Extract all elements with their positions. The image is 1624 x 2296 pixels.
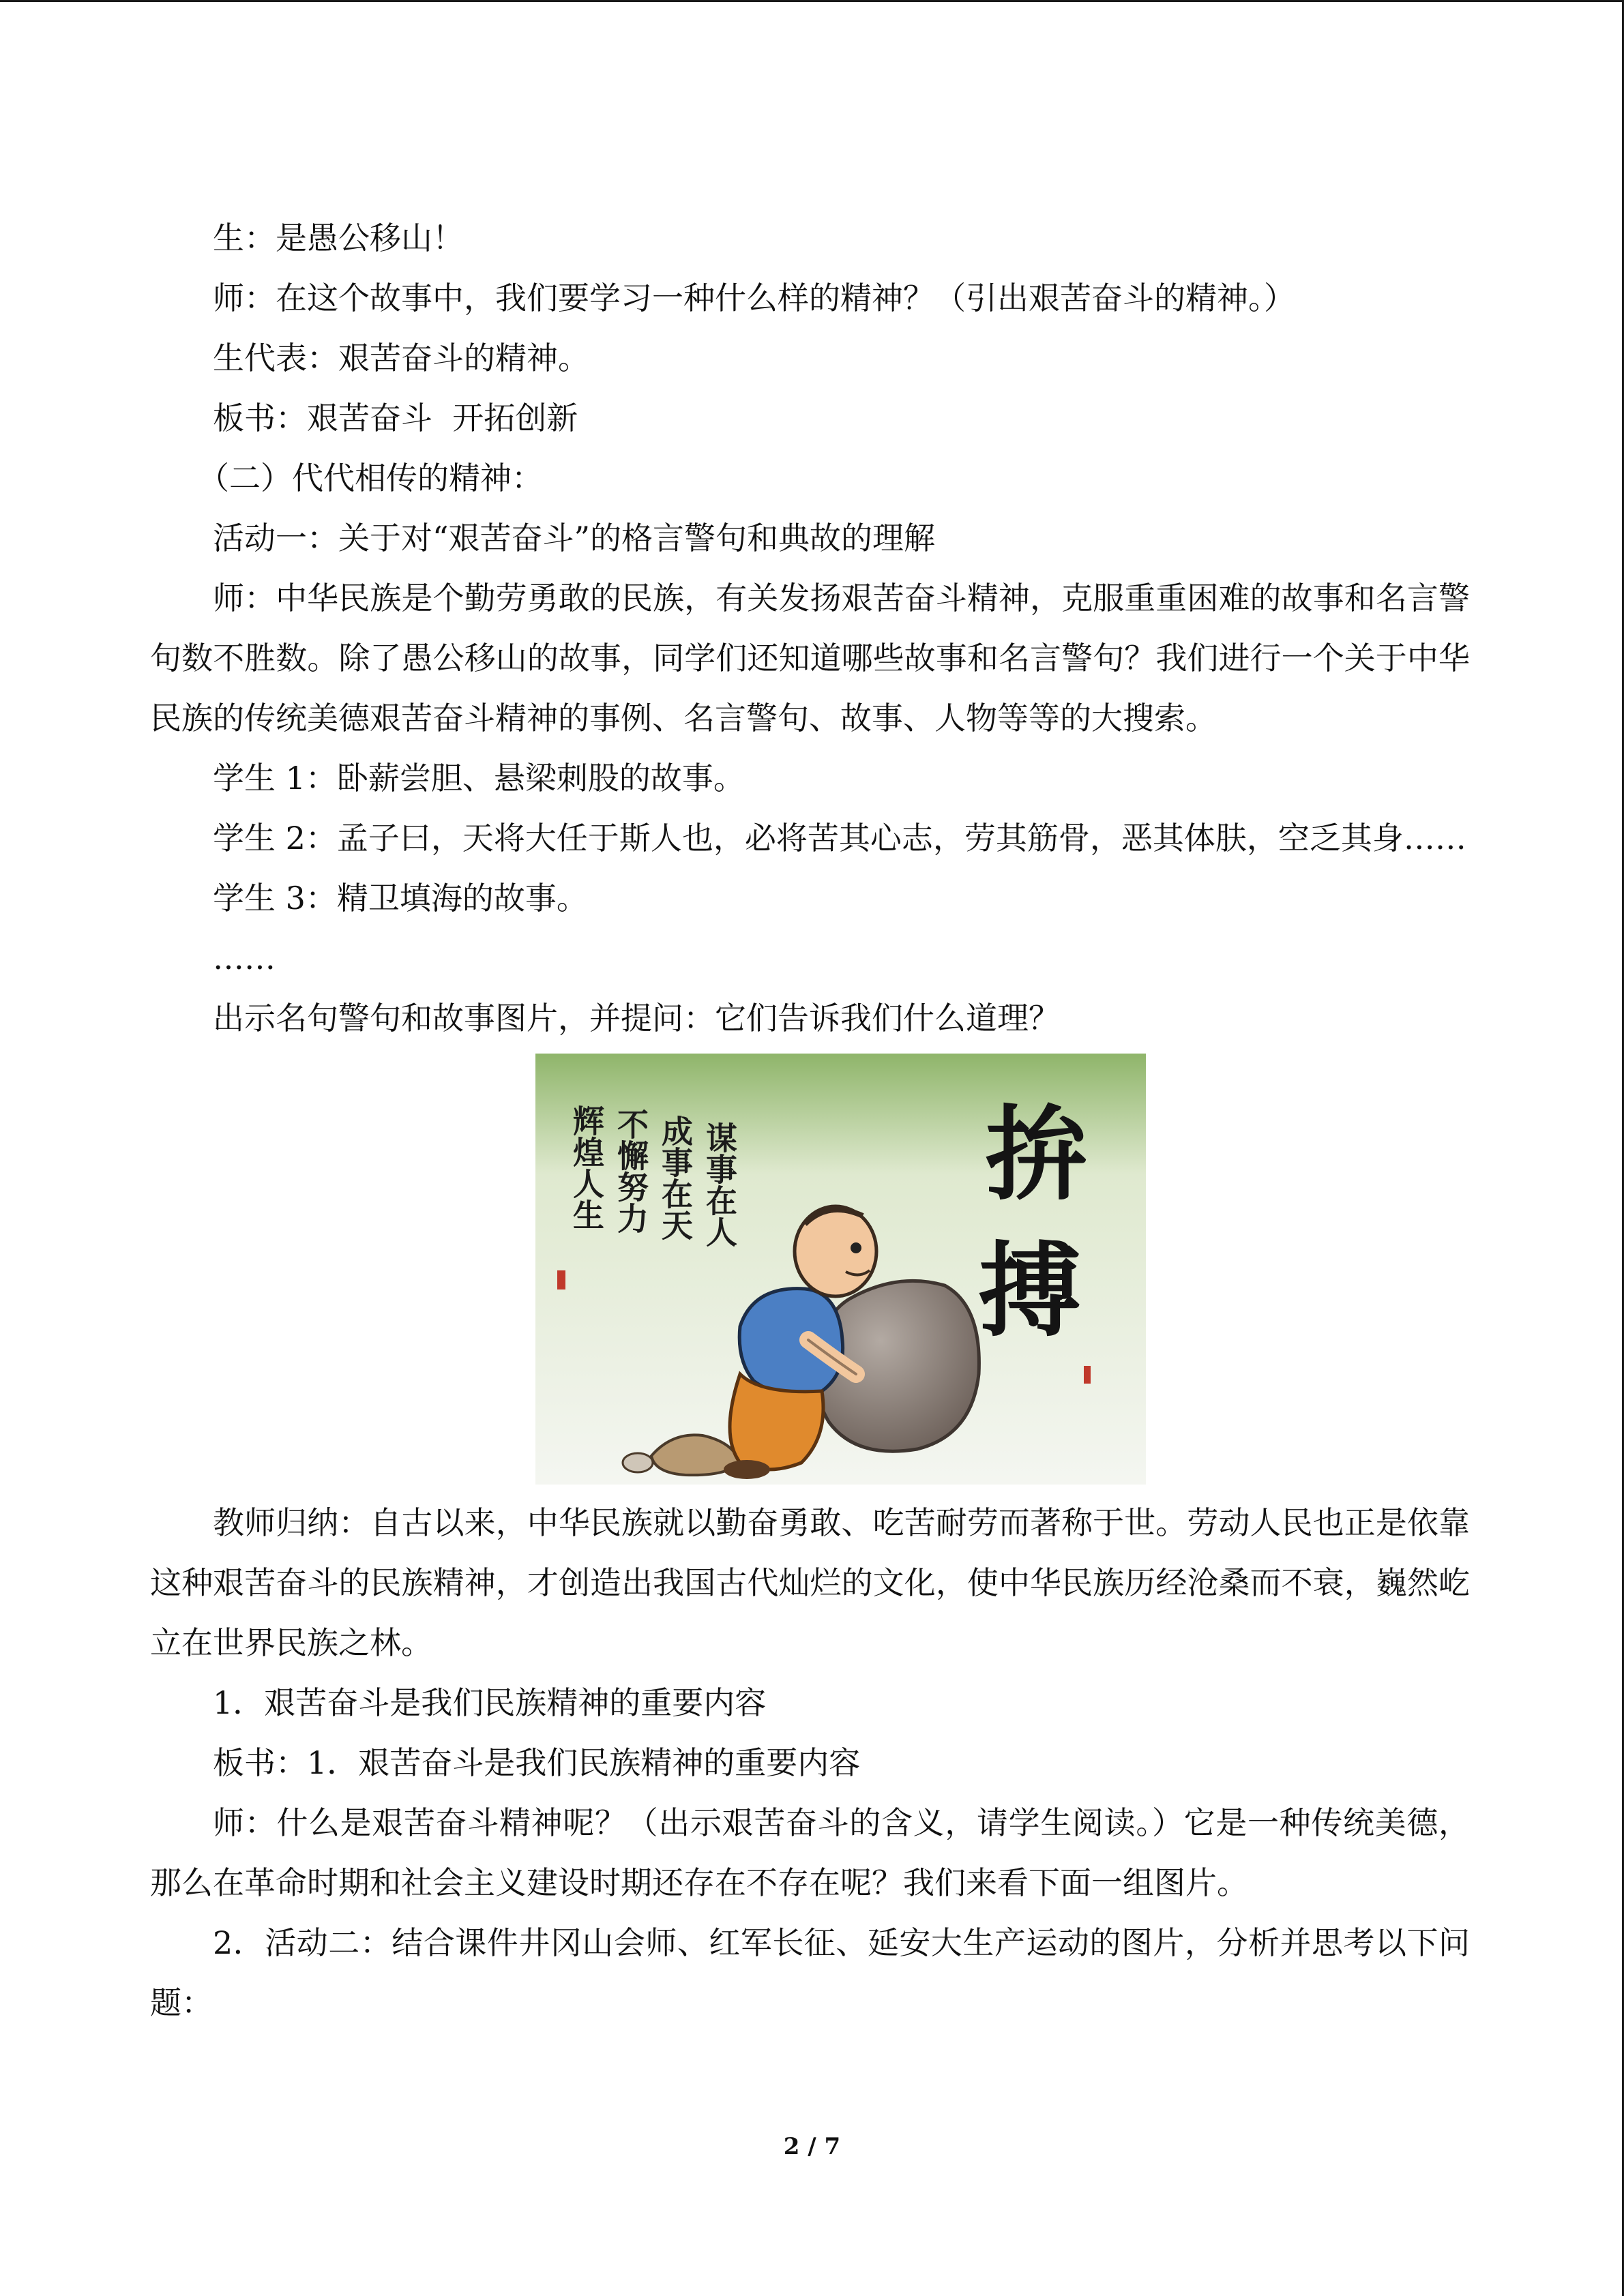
- pebble-shape: [623, 1453, 653, 1472]
- paragraph: 生：是愚公移山！: [213, 220, 464, 256]
- calligraphy-character: 搏: [979, 1231, 1082, 1351]
- paragraph: 师：在这个故事中，我们要学习一种什么样的精神？（引出艰苦奋斗的精神。）: [213, 280, 1295, 316]
- paragraph: 学生 1：卧薪尝胆、悬梁刺股的故事。: [213, 760, 745, 796]
- paragraph: 板书：1．艰苦奋斗是我们民族精神的重要内容: [213, 1744, 861, 1781]
- paragraph: 2．活动二：结合课件井冈山会师、红军长征、延安大生产运动的图片，分析并思考以下问题：: [150, 1924, 1470, 2021]
- page-top-border: [0, 0, 1624, 2]
- paragraph: 教师归纳：自古以来，中华民族就以勤奋勇敢、吃苦耐劳而著称于世。劳动人民也正是依靠这种艰苦奋斗的民族精神，才创造出我国古代灿烂的文化，使中华民族历经沧桑而不衰，巍然屹立在世界民族之林。: [150, 1504, 1470, 1661]
- document-body: [150, 208, 1470, 2033]
- seal-stamp: [557, 1270, 565, 1289]
- paragraph: 板书：艰苦奋斗 开拓创新: [213, 400, 578, 436]
- paragraph: 活动一：关于对“艰苦奋斗”的格言警句和典故的理解: [213, 520, 936, 556]
- ellipsis-line: ……: [213, 940, 276, 976]
- poem-column: 辉煌人生: [568, 1105, 605, 1230]
- paragraph: 师：什么是艰苦奋斗精神呢？（出示艰苦奋斗的含义，请学生阅读。）它是一种传统美德，那么在革命时期和社会主义建设时期还存在不存在呢？我们来看下面一组图片。: [150, 1804, 1470, 1901]
- paragraph: 生代表：艰苦奋斗的精神。: [213, 340, 589, 376]
- section-heading: （二）代代相传的精神：: [198, 460, 543, 496]
- paragraph: 学生 2：孟子曰，天将大任于斯人也，必将苦其心志，劳其筋骨，恶其体肤，空乏其身……: [213, 820, 1466, 856]
- poem-column: 谋事在人: [701, 1122, 738, 1247]
- poem-column: 成事在天: [657, 1115, 694, 1240]
- poem-column: 不懈努力: [612, 1108, 649, 1234]
- page-number: 2 / 7: [783, 2133, 841, 2160]
- illustration-figure: [535, 1054, 1146, 1485]
- paragraph: 学生 3：精卫填海的故事。: [213, 880, 588, 916]
- man-shirt-shape: [739, 1289, 842, 1395]
- struggle-cartoon-illustration: [535, 1054, 1146, 1485]
- man-foot-shape: [724, 1460, 770, 1479]
- section-heading: 1．艰苦奋斗是我们民族精神的重要内容: [213, 1684, 767, 1721]
- man-eye-shape: [851, 1242, 861, 1253]
- paragraph: 出示名句警句和故事图片，并提问：它们告诉我们什么道理？: [213, 1000, 1060, 1037]
- paragraph: 师：中华民族是个勤劳勇敢的民族，有关发扬艰苦奋斗精神，克服重重困难的故事和名言警句数不胜数。除了愚公移山的故事，同学们还知道哪些故事和名言警句？我们进行一个关于中华民族的传统美德艰苦奋斗精神的事例、名言警句、故事、人物等等的大搜索。: [150, 580, 1470, 736]
- seal-stamp: [1084, 1366, 1091, 1384]
- calligraphy-character: 拚: [986, 1094, 1089, 1214]
